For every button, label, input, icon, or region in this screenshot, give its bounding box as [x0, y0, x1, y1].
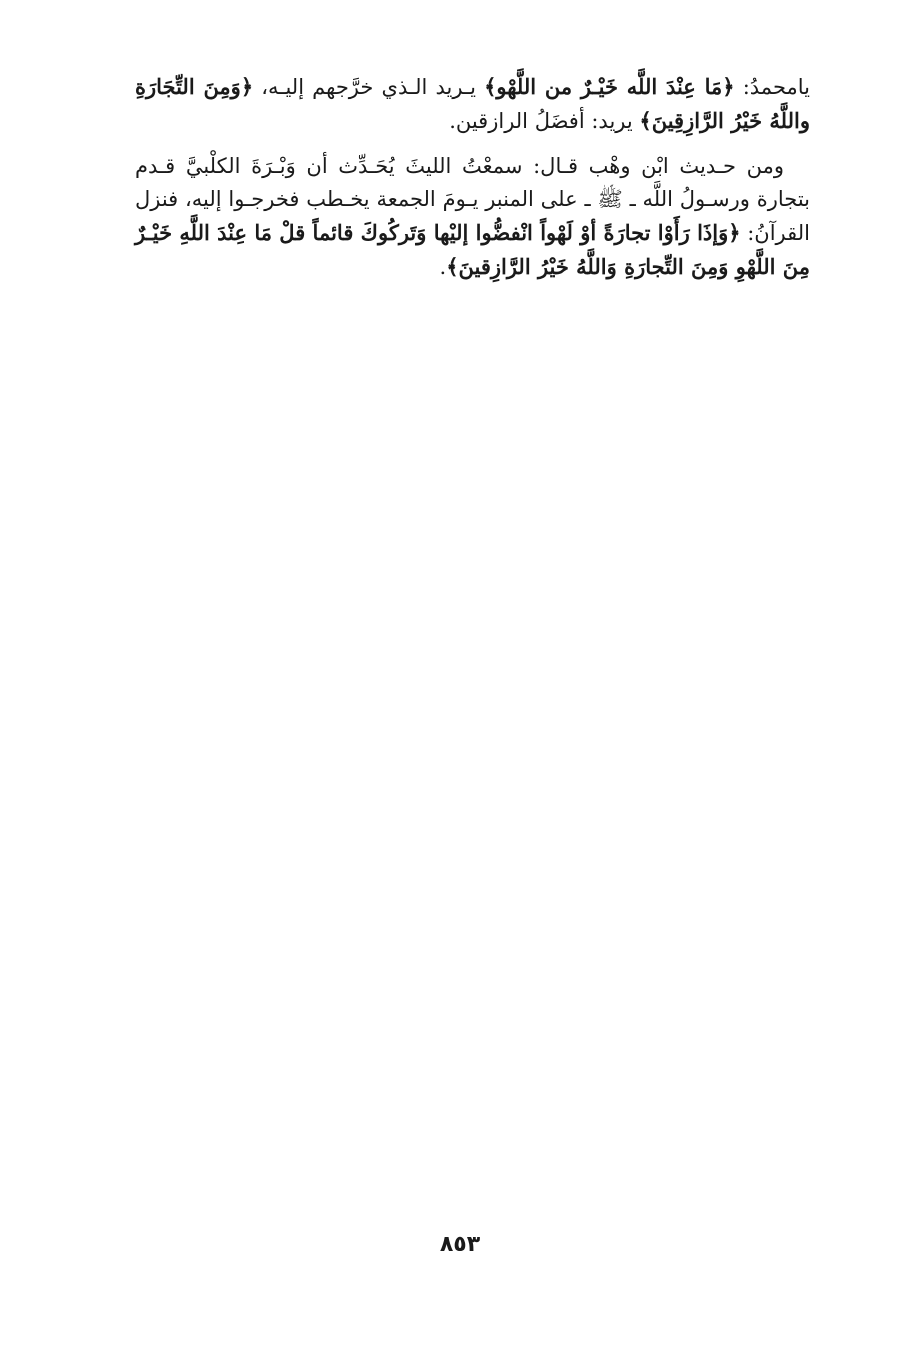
p2-run-1: ومن حـديث ابْن وهْب قـال: سمعْتُ الليثَ يُحَـدِّث أن وَبْـرَةَ الكلْبيَّ قـدم بتجارة ورسـولُ اللَّه ـ ﷺ ـ على المنبر يـومَ الجمعة يخـطب فخرجـوا إليه، فنزل القرآنُ:	[135, 154, 810, 245]
p1-run-1: يامحمدُ:	[734, 75, 810, 99]
p2-run-2: .	[439, 255, 447, 279]
p1-run-3: يريد: أفضَلُ الرازقين.	[449, 109, 640, 133]
page-number: ٨٥٣	[439, 1232, 481, 1257]
quran-verse-3: ﴿وَإذَا رَأَوْا تجارَةً أوْ لَهْواً انْفضُّوا إليْها وَتَركُوكَ قائماً قلْ مَا عِنْدَ اللَّهِ خَيْـرٌ مِنَ اللَّهْوِ وَمِنَ التِّجارَةِ وَاللَّهُ خَيْرُ الرَّازِقينَ﴾	[135, 220, 810, 279]
main-text	[135, 70, 810, 284]
p1-run-2: يـريد الـذي خرَّجهم إليـه،	[253, 75, 485, 99]
paragraph-2	[135, 150, 810, 284]
quran-verse-1: ﴿مَا عِنْدَ اللَّه خَيْـرٌ من اللَّهْو﴾	[484, 74, 735, 99]
quran-verse-2: ﴿وَمِنَ التِّجَارَةِ واللَّهُ خَيْرُ الرَّازِقِينَ﴾	[135, 74, 810, 133]
paragraph-1	[135, 70, 810, 138]
